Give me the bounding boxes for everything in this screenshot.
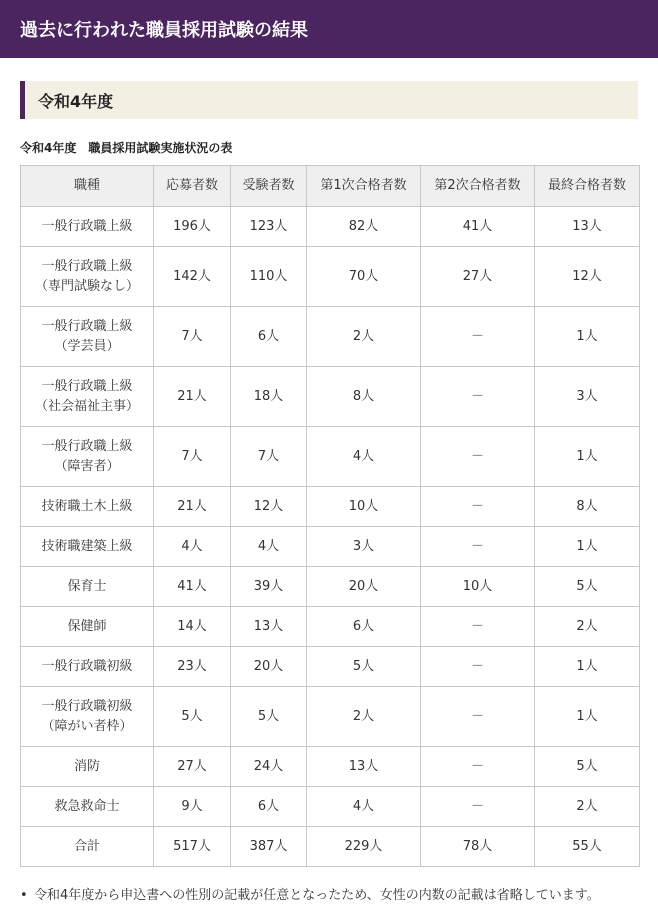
examinees-cell: 13人 xyxy=(231,607,307,647)
table-header-row xyxy=(21,166,640,207)
job-type-line: （社会福祉主事） xyxy=(34,398,139,414)
job-type-line: 保健師 xyxy=(67,618,107,634)
final-pass-cell: 1人 xyxy=(535,307,640,367)
table-row xyxy=(21,647,640,687)
column-header-examinees: 受験者数 xyxy=(231,166,307,207)
examinees-cell: 12人 xyxy=(231,487,307,527)
table-row xyxy=(21,247,640,307)
applicants-cell: 14人 xyxy=(154,607,231,647)
job-type-line: 消防 xyxy=(73,758,100,774)
column-header-second-pass: 第2次合格者数 xyxy=(421,166,535,207)
results-table xyxy=(20,165,640,867)
table-row xyxy=(21,527,640,567)
first-pass-cell: 6人 xyxy=(307,607,421,647)
applicants-cell: 21人 xyxy=(154,487,231,527)
second-pass-cell: － xyxy=(421,527,535,567)
table-row xyxy=(21,567,640,607)
job-type-line: 一般行政職上級 xyxy=(41,438,133,454)
final-pass-cell: 1人 xyxy=(535,427,640,487)
first-pass-cell: 2人 xyxy=(307,307,421,367)
examinees-cell: 6人 xyxy=(231,307,307,367)
final-pass-cell: 13人 xyxy=(535,207,640,247)
page-title: 過去に行われた職員採用試験の結果 xyxy=(20,20,308,41)
final-pass-cell: 1人 xyxy=(535,647,640,687)
table-row xyxy=(21,747,640,787)
table-row xyxy=(21,207,640,247)
final-pass-cell: 2人 xyxy=(535,787,640,827)
second-pass-cell: － xyxy=(421,367,535,427)
applicants-cell: 23人 xyxy=(154,647,231,687)
table-row xyxy=(21,787,640,827)
job-type-cell xyxy=(21,687,154,747)
footnote xyxy=(20,887,658,905)
examinees-cell: 110人 xyxy=(231,247,307,307)
applicants-cell: 7人 xyxy=(154,427,231,487)
job-type-cell xyxy=(21,527,154,567)
final-pass-cell: 55人 xyxy=(535,827,640,867)
job-type-line: 一般行政職上級 xyxy=(41,318,133,334)
table-caption: 令和4年度 職員採用試験実施状況の表 xyxy=(20,141,233,155)
job-type-line: 保育士 xyxy=(67,578,107,594)
applicants-cell: 5人 xyxy=(154,687,231,747)
column-header-final-pass: 最終合格者数 xyxy=(535,166,640,207)
examinees-cell: 39人 xyxy=(231,567,307,607)
second-pass-cell: 27人 xyxy=(421,247,535,307)
job-type-cell xyxy=(21,247,154,307)
second-pass-cell: － xyxy=(421,427,535,487)
job-type-cell xyxy=(21,607,154,647)
table-body xyxy=(21,207,640,867)
job-type-cell xyxy=(21,827,154,867)
final-pass-cell: 8人 xyxy=(535,487,640,527)
first-pass-cell: 13人 xyxy=(307,747,421,787)
section-title: 令和4年度 xyxy=(38,91,114,111)
table-row xyxy=(21,687,640,747)
job-type-cell xyxy=(21,567,154,607)
examinees-cell: 4人 xyxy=(231,527,307,567)
first-pass-cell: 82人 xyxy=(307,207,421,247)
job-type-cell xyxy=(21,207,154,247)
table-row xyxy=(21,367,640,427)
page-header-banner xyxy=(0,0,658,58)
final-pass-cell: 2人 xyxy=(535,607,640,647)
job-type-cell xyxy=(21,307,154,367)
second-pass-cell: － xyxy=(421,647,535,687)
examinees-cell: 20人 xyxy=(231,647,307,687)
second-pass-cell: 78人 xyxy=(421,827,535,867)
table-row xyxy=(21,827,640,867)
applicants-cell: 27人 xyxy=(154,747,231,787)
table-row xyxy=(21,487,640,527)
job-type-line: 一般行政職上級 xyxy=(41,218,133,234)
applicants-cell: 517人 xyxy=(154,827,231,867)
applicants-cell: 196人 xyxy=(154,207,231,247)
column-header-first-pass: 第1次合格者数 xyxy=(307,166,421,207)
column-header-job: 職種 xyxy=(21,166,154,207)
applicants-cell: 21人 xyxy=(154,367,231,427)
applicants-cell: 4人 xyxy=(154,527,231,567)
final-pass-cell: 1人 xyxy=(535,687,640,747)
first-pass-cell: 229人 xyxy=(307,827,421,867)
second-pass-cell: － xyxy=(421,607,535,647)
applicants-cell: 9人 xyxy=(154,787,231,827)
job-type-cell xyxy=(21,487,154,527)
job-type-line: 一般行政職初級 xyxy=(41,698,133,714)
job-type-line: 一般行政職上級 xyxy=(41,378,133,394)
final-pass-cell: 1人 xyxy=(535,527,640,567)
second-pass-cell: － xyxy=(421,687,535,747)
job-type-line: 一般行政職初級 xyxy=(41,658,133,674)
job-type-line: 技術職土木上級 xyxy=(41,498,133,514)
first-pass-cell: 5人 xyxy=(307,647,421,687)
second-pass-cell: 10人 xyxy=(421,567,535,607)
first-pass-cell: 4人 xyxy=(307,427,421,487)
job-type-line: （障がい者枠） xyxy=(41,718,133,734)
first-pass-cell: 70人 xyxy=(307,247,421,307)
examinees-cell: 7人 xyxy=(231,427,307,487)
final-pass-cell: 3人 xyxy=(535,367,640,427)
first-pass-cell: 3人 xyxy=(307,527,421,567)
second-pass-cell: － xyxy=(421,307,535,367)
section-heading xyxy=(20,81,638,119)
job-type-cell xyxy=(21,367,154,427)
footnote-text: 令和4年度から申込書への性別の記載が任意となったため、女性の内数の記載は省略しています。 xyxy=(34,888,600,903)
job-type-line: （学芸員） xyxy=(54,338,120,354)
table-row xyxy=(21,607,640,647)
applicants-cell: 41人 xyxy=(154,567,231,607)
second-pass-cell: － xyxy=(421,487,535,527)
applicants-cell: 142人 xyxy=(154,247,231,307)
job-type-cell xyxy=(21,747,154,787)
job-type-line: 合計 xyxy=(73,838,100,854)
job-type-cell xyxy=(21,427,154,487)
table-row xyxy=(21,427,640,487)
job-type-line: 一般行政職上級 xyxy=(41,258,133,274)
examinees-cell: 5人 xyxy=(231,687,307,747)
final-pass-cell: 12人 xyxy=(535,247,640,307)
job-type-cell xyxy=(21,647,154,687)
examinees-cell: 123人 xyxy=(231,207,307,247)
second-pass-cell: － xyxy=(421,747,535,787)
column-header-applicants: 応募者数 xyxy=(154,166,231,207)
job-type-line: 救急救命士 xyxy=(54,798,120,814)
first-pass-cell: 2人 xyxy=(307,687,421,747)
examinees-cell: 6人 xyxy=(231,787,307,827)
second-pass-cell: 41人 xyxy=(421,207,535,247)
final-pass-cell: 5人 xyxy=(535,747,640,787)
final-pass-cell: 5人 xyxy=(535,567,640,607)
first-pass-cell: 10人 xyxy=(307,487,421,527)
first-pass-cell: 4人 xyxy=(307,787,421,827)
applicants-cell: 7人 xyxy=(154,307,231,367)
table-row xyxy=(21,307,640,367)
bullet-icon: • xyxy=(20,888,28,903)
examinees-cell: 24人 xyxy=(231,747,307,787)
job-type-cell xyxy=(21,787,154,827)
first-pass-cell: 8人 xyxy=(307,367,421,427)
examinees-cell: 387人 xyxy=(231,827,307,867)
job-type-line: 技術職建築上級 xyxy=(41,538,133,554)
job-type-line: （障害者） xyxy=(54,458,120,474)
examinees-cell: 18人 xyxy=(231,367,307,427)
second-pass-cell: － xyxy=(421,787,535,827)
job-type-line: （専門試験なし） xyxy=(34,278,139,294)
first-pass-cell: 20人 xyxy=(307,567,421,607)
